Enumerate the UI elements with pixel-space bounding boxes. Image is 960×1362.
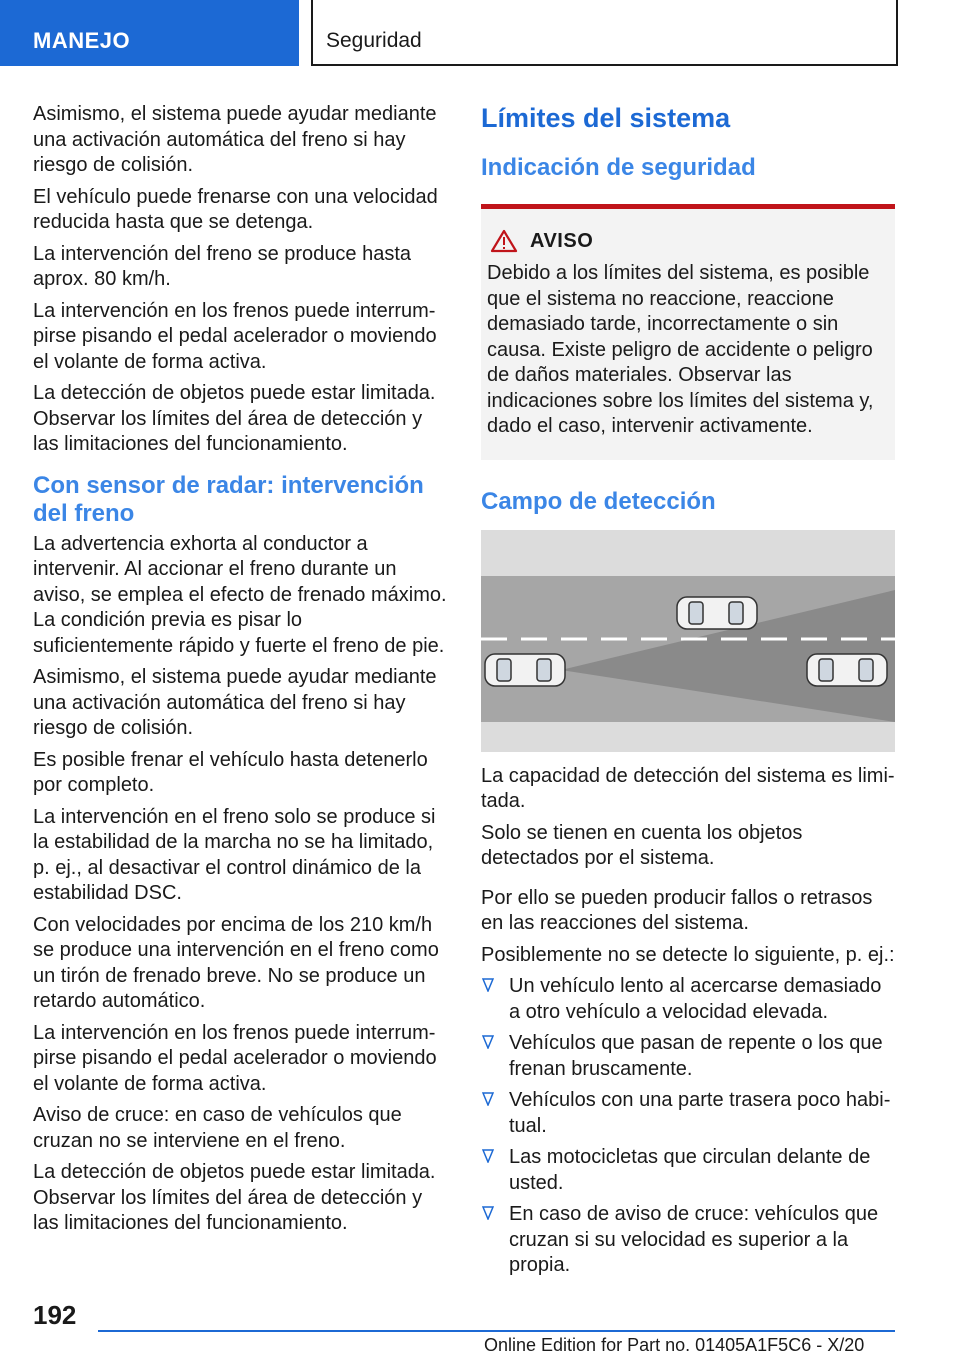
paragraph: Asimismo, el sistema puede ayudar mediante una activación automática del freno si hay riesgo de colisión. [33, 666, 437, 739]
page-number: 192 [33, 1300, 77, 1330]
subsection-heading-detection-field: Campo de detección [481, 487, 716, 515]
paragraph: La detección de objetos puede estar limitada. Observar los límites del área de detección y las limitaciones del funcionamiento. [33, 1161, 436, 1234]
triangle-bullet-icon [482, 978, 494, 992]
triangle-bullet-icon [482, 1149, 494, 1163]
warning-title: AVISO [530, 229, 594, 252]
triangle-bullet-icon [482, 1092, 494, 1106]
paragraph: La intervención en los frenos puede interrumpirse pisando el pedal acelerador o moviendo el volante de forma activa. [33, 299, 437, 373]
car-icon [807, 654, 887, 686]
paragraph: Posiblemente no se detecte lo siguiente, p. ej.: [481, 943, 895, 966]
paragraph: La intervención del freno se produce hasta aprox. 80 km/h. [33, 242, 412, 290]
paragraph: Por ello se pueden producir fallos o retrasos en las reacciones del sistema. [481, 886, 873, 934]
list-item: Un vehículo lento al acercarse demasiado a otro vehículo a velocidad elevada. [481, 974, 895, 1025]
triangle-bullet-icon [482, 1206, 494, 1220]
section-heading-radar: Con sensor de radar: intervención del freno [33, 471, 424, 527]
bullet-list [481, 974, 895, 1279]
list-item: En caso de aviso de cruce: vehículos que cruzan si su velocidad es superior a la propia. [481, 1202, 895, 1279]
warning-triangle-icon [490, 229, 518, 253]
paragraph: El vehículo puede frenarse con una velocidad reducida hasta que se detenga. [33, 185, 438, 233]
car-icon [485, 654, 565, 686]
paragraph: La advertencia exhorta al conductor a intervenir. Al accionar el freno durante un aviso, se emplea el efecto de frenado máximo. La condición previa es pisar lo suficientemente rápido y fuerte el freno de pie. [33, 532, 447, 657]
warning-text: Debido a los límites del sistema, es posible que el sistema no reaccione, reaccione demasiado tarde, incorrectamente o sin causa. Existe peligro de accidente o peligro de daños materiales. Observar las indicaciones sobre los límites del sistema y, dado el caso, intervenir activamente. [487, 262, 874, 437]
triangle-bullet-icon [482, 1035, 494, 1049]
paragraph: Asimismo, el sistema puede ayudar mediante una activación automática del freno si hay riesgo de colisión. [33, 103, 437, 176]
list-item: Vehículos que pasan de repente o los que frenan bruscamente. [481, 1031, 895, 1082]
footer-edition: Online Edition for Part no. 01405A1F5C6 - X/20 [484, 1335, 865, 1355]
paragraph: La capacidad de detección del sistema es limitada. [481, 764, 895, 812]
paragraph: Aviso de cruce: en caso de vehículos que cruzan no se interviene en el freno. [33, 1104, 402, 1152]
left-column [33, 102, 447, 1243]
section-heading-limits: Límites del sistema [481, 103, 731, 133]
paragraph: La detección de objetos puede estar limitada. Observar los límites del área de detección y las limitaciones del funcionamiento. [33, 382, 436, 455]
list-item: Vehículos con una parte trasera poco habitual. [481, 1088, 895, 1139]
list-item: Las motocicletas que circulan delante de usted. [481, 1145, 895, 1196]
paragraph: Solo se tienen en cuenta los objetos detectados por el sistema. [481, 821, 803, 869]
subsection-heading-safety: Indicación de seguridad [481, 154, 756, 181]
warning-box [481, 204, 895, 460]
car-icon [677, 597, 757, 629]
paragraph: La intervención en el freno solo se produce si la estabilidad de la marcha no se ha limitado, p. ej., al desactivar el control dinámico de la estabilidad DSC. [33, 805, 436, 904]
paragraph: Es posible frenar el vehículo hasta detenerlo por completo. [33, 748, 428, 796]
section-label: MANEJO [33, 28, 131, 53]
section-tab [0, 0, 299, 66]
detection-field-diagram [481, 530, 895, 752]
chapter-label: Seguridad [326, 29, 422, 52]
chapter-header [311, 0, 898, 66]
footer-divider [98, 1330, 895, 1332]
right-column [481, 102, 895, 1285]
paragraph: La intervención en los frenos puede interrumpirse pisando el pedal acelerador o moviendo el volante de forma activa. [33, 1021, 437, 1095]
paragraph: Con velocidades por encima de los 210 km/h se produce una intervención en el freno como un tirón de frenado breve. No se produce un retardo automático. [33, 913, 439, 1012]
